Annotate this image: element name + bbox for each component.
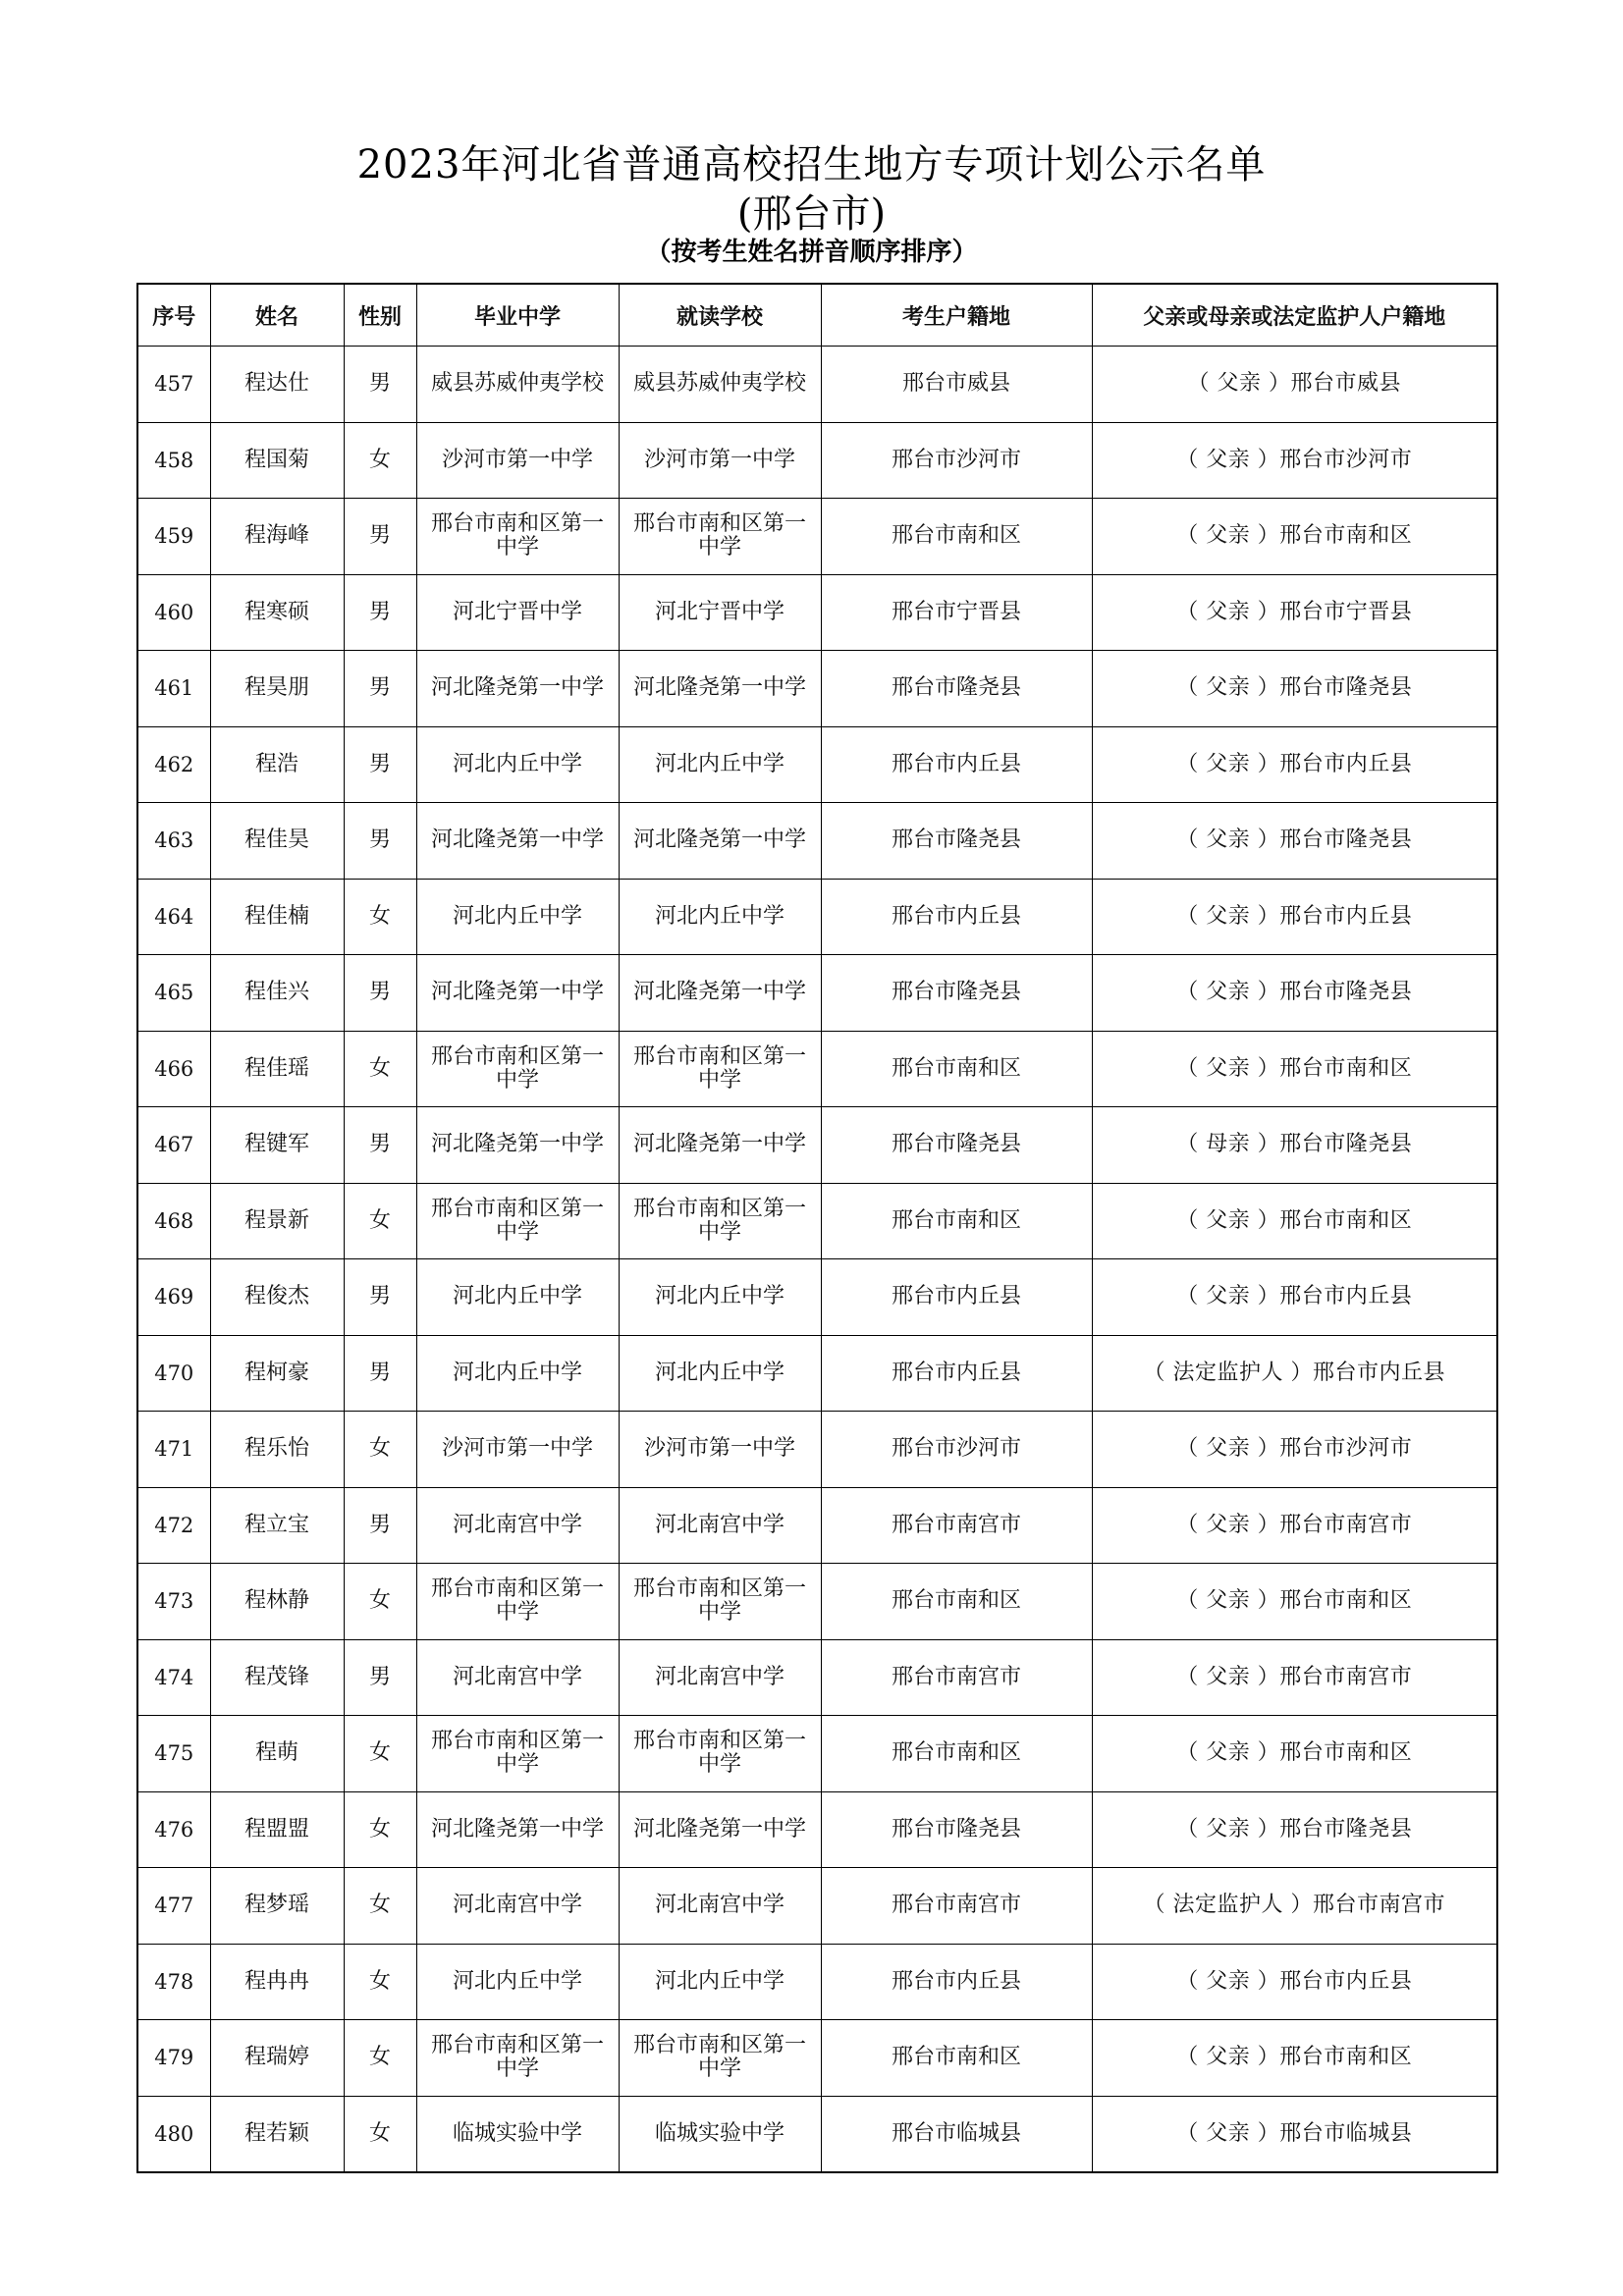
- cell-graduated-school: 河北南宫中学: [416, 1487, 619, 1564]
- cell-current-school: 河北南宫中学: [619, 1868, 821, 1945]
- table-row: [137, 726, 1497, 803]
- cell-name: 程乐怡: [210, 1412, 344, 1488]
- cell-gender: 男: [344, 955, 416, 1032]
- cell-seq: 475: [137, 1716, 210, 1792]
- cell-gender: 女: [344, 1564, 416, 1640]
- cell-household-registration: 邢台市沙河市: [821, 422, 1092, 499]
- cell-guardian-registration: （ 父亲 ）邢台市宁晋县: [1092, 574, 1497, 651]
- cell-current-school: 河北南宫中学: [619, 1487, 821, 1564]
- cell-name: 程键军: [210, 1107, 344, 1184]
- cell-name: 程梦瑶: [210, 1868, 344, 1945]
- table-row: [137, 803, 1497, 880]
- cell-name: 程昊朋: [210, 651, 344, 727]
- cell-household-registration: 邢台市内丘县: [821, 1335, 1092, 1412]
- cell-name: 程冉冉: [210, 1944, 344, 2020]
- cell-seq: 465: [137, 955, 210, 1032]
- cell-current-school: 邢台市南和区第一中学: [619, 1564, 821, 1640]
- cell-guardian-registration: （ 父亲 ）邢台市南和区: [1092, 2020, 1497, 2097]
- cell-current-school: 河北内丘中学: [619, 879, 821, 955]
- table-row: [137, 347, 1497, 423]
- cell-household-registration: 邢台市宁晋县: [821, 574, 1092, 651]
- cell-household-registration: 邢台市威县: [821, 347, 1092, 423]
- cell-guardian-registration: （ 父亲 ）邢台市内丘县: [1092, 879, 1497, 955]
- table-row: [137, 955, 1497, 1032]
- cell-household-registration: 邢台市南和区: [821, 2020, 1092, 2097]
- header-seq: 序号: [137, 284, 210, 347]
- cell-graduated-school: 临城实验中学: [416, 2096, 619, 2172]
- cell-graduated-school: 河北内丘中学: [416, 1259, 619, 1336]
- cell-seq: 471: [137, 1412, 210, 1488]
- cell-current-school: 临城实验中学: [619, 2096, 821, 2172]
- cell-seq: 458: [137, 422, 210, 499]
- cell-household-registration: 邢台市南宫市: [821, 1639, 1092, 1716]
- cell-current-school: 沙河市第一中学: [619, 1412, 821, 1488]
- table-row: [137, 422, 1497, 499]
- table-row: [137, 1335, 1497, 1412]
- table-row: [137, 1944, 1497, 2020]
- cell-gender: 男: [344, 651, 416, 727]
- cell-gender: 女: [344, 2020, 416, 2097]
- cell-household-registration: 邢台市南和区: [821, 1564, 1092, 1640]
- cell-guardian-registration: （ 父亲 ）邢台市威县: [1092, 347, 1497, 423]
- cell-seq: 459: [137, 499, 210, 575]
- cell-current-school: 邢台市南和区第一中学: [619, 1183, 821, 1259]
- cell-graduated-school: 河北隆尧第一中学: [416, 803, 619, 880]
- cell-current-school: 河北内丘中学: [619, 726, 821, 803]
- cell-graduated-school: 邢台市南和区第一中学: [416, 2020, 619, 2097]
- cell-seq: 470: [137, 1335, 210, 1412]
- cell-seq: 467: [137, 1107, 210, 1184]
- table-row: [137, 1183, 1497, 1259]
- cell-name: 程柯豪: [210, 1335, 344, 1412]
- table-row: [137, 2020, 1497, 2097]
- header-graduated-school: 毕业中学: [416, 284, 619, 347]
- table-row: [137, 2096, 1497, 2172]
- table-row: [137, 1716, 1497, 1792]
- cell-graduated-school: 邢台市南和区第一中学: [416, 1183, 619, 1259]
- cell-name: 程国菊: [210, 422, 344, 499]
- table-row: [137, 1259, 1497, 1336]
- cell-current-school: 邢台市南和区第一中学: [619, 499, 821, 575]
- cell-seq: 480: [137, 2096, 210, 2172]
- cell-current-school: 河北内丘中学: [619, 1259, 821, 1336]
- cell-guardian-registration: （ 父亲 ）邢台市内丘县: [1092, 1944, 1497, 2020]
- cell-gender: 男: [344, 803, 416, 880]
- cell-gender: 男: [344, 1487, 416, 1564]
- cell-gender: 女: [344, 1031, 416, 1107]
- cell-guardian-registration: （ 父亲 ）邢台市南和区: [1092, 499, 1497, 575]
- cell-graduated-school: 河北隆尧第一中学: [416, 955, 619, 1032]
- cell-graduated-school: 威县苏威仲夷学校: [416, 347, 619, 423]
- cell-seq: 478: [137, 1944, 210, 2020]
- cell-household-registration: 邢台市沙河市: [821, 1412, 1092, 1488]
- cell-household-registration: 邢台市临城县: [821, 2096, 1092, 2172]
- cell-current-school: 河北隆尧第一中学: [619, 955, 821, 1032]
- cell-current-school: 河北隆尧第一中学: [619, 1791, 821, 1868]
- cell-current-school: 河北隆尧第一中学: [619, 1107, 821, 1184]
- table-row: [137, 1791, 1497, 1868]
- cell-seq: 473: [137, 1564, 210, 1640]
- cell-graduated-school: 邢台市南和区第一中学: [416, 1031, 619, 1107]
- cell-seq: 457: [137, 347, 210, 423]
- cell-household-registration: 邢台市隆尧县: [821, 955, 1092, 1032]
- cell-seq: 477: [137, 1868, 210, 1945]
- header-current-school: 就读学校: [619, 284, 821, 347]
- cell-guardian-registration: （ 父亲 ）邢台市隆尧县: [1092, 1791, 1497, 1868]
- cell-guardian-registration: （ 父亲 ）邢台市隆尧县: [1092, 803, 1497, 880]
- cell-name: 程浩: [210, 726, 344, 803]
- city-subtitle: (邢台市): [736, 191, 887, 237]
- cell-graduated-school: 河北南宫中学: [416, 1868, 619, 1945]
- cell-name: 程海峰: [210, 499, 344, 575]
- cell-graduated-school: 河北内丘中学: [416, 726, 619, 803]
- table-row: [137, 1564, 1497, 1640]
- cell-gender: 男: [344, 1335, 416, 1412]
- cell-household-registration: 邢台市内丘县: [821, 726, 1092, 803]
- document-title: 2023年河北省普通高校招生地方专项计划公示名单: [356, 142, 1267, 187]
- sort-note: （按考生姓名拼音顺序排序）: [645, 238, 978, 267]
- cell-current-school: 邢台市南和区第一中学: [619, 2020, 821, 2097]
- cell-guardian-registration: （ 父亲 ）邢台市南和区: [1092, 1183, 1497, 1259]
- cell-current-school: 河北内丘中学: [619, 1335, 821, 1412]
- cell-graduated-school: 沙河市第一中学: [416, 422, 619, 499]
- cell-household-registration: 邢台市南和区: [821, 1183, 1092, 1259]
- cell-guardian-registration: （ 父亲 ）邢台市沙河市: [1092, 1412, 1497, 1488]
- cell-name: 程萌: [210, 1716, 344, 1792]
- cell-gender: 女: [344, 879, 416, 955]
- cell-guardian-registration: （ 父亲 ）邢台市南宫市: [1092, 1639, 1497, 1716]
- table-header-row: [137, 284, 1497, 347]
- header-gender: 性别: [344, 284, 416, 347]
- cell-seq: 474: [137, 1639, 210, 1716]
- cell-gender: 男: [344, 347, 416, 423]
- table-body: [137, 347, 1497, 2173]
- cell-current-school: 邢台市南和区第一中学: [619, 1031, 821, 1107]
- cell-graduated-school: 沙河市第一中学: [416, 1412, 619, 1488]
- table-row: [137, 574, 1497, 651]
- cell-current-school: 邢台市南和区第一中学: [619, 1716, 821, 1792]
- cell-gender: 男: [344, 1639, 416, 1716]
- cell-gender: 男: [344, 1107, 416, 1184]
- cell-guardian-registration: （ 父亲 ）邢台市内丘县: [1092, 726, 1497, 803]
- cell-seq: 464: [137, 879, 210, 955]
- cell-gender: 女: [344, 1412, 416, 1488]
- cell-guardian-registration: （ 父亲 ）邢台市沙河市: [1092, 422, 1497, 499]
- cell-name: 程景新: [210, 1183, 344, 1259]
- cell-household-registration: 邢台市南宫市: [821, 1487, 1092, 1564]
- cell-graduated-school: 河北内丘中学: [416, 879, 619, 955]
- cell-guardian-registration: （ 母亲 ）邢台市隆尧县: [1092, 1107, 1497, 1184]
- cell-gender: 男: [344, 499, 416, 575]
- cell-graduated-school: 邢台市南和区第一中学: [416, 1564, 619, 1640]
- cell-guardian-registration: （ 法定监护人 ）邢台市南宫市: [1092, 1868, 1497, 1945]
- cell-name: 程瑞婷: [210, 2020, 344, 2097]
- cell-graduated-school: 邢台市南和区第一中学: [416, 499, 619, 575]
- cell-household-registration: 邢台市南宫市: [821, 1868, 1092, 1945]
- cell-household-registration: 邢台市内丘县: [821, 879, 1092, 955]
- header-household-registration: 考生户籍地: [821, 284, 1092, 347]
- cell-name: 程林静: [210, 1564, 344, 1640]
- table-row: [137, 1639, 1497, 1716]
- cell-name: 程佳昊: [210, 803, 344, 880]
- cell-graduated-school: 河北南宫中学: [416, 1639, 619, 1716]
- table-row: [137, 1412, 1497, 1488]
- cell-household-registration: 邢台市内丘县: [821, 1259, 1092, 1336]
- cell-name: 程佳瑶: [210, 1031, 344, 1107]
- header-name: 姓名: [210, 284, 344, 347]
- cell-gender: 女: [344, 1716, 416, 1792]
- cell-seq: 479: [137, 2020, 210, 2097]
- header-guardian-registration: 父亲或母亲或法定监护人户籍地: [1092, 284, 1497, 347]
- cell-gender: 女: [344, 1183, 416, 1259]
- cell-seq: 468: [137, 1183, 210, 1259]
- cell-name: 程若颖: [210, 2096, 344, 2172]
- cell-guardian-registration: （ 父亲 ）邢台市南和区: [1092, 1031, 1497, 1107]
- cell-graduated-school: 邢台市南和区第一中学: [416, 1716, 619, 1792]
- candidate-table: [136, 283, 1498, 2173]
- cell-guardian-registration: （ 父亲 ）邢台市南和区: [1092, 1564, 1497, 1640]
- cell-household-registration: 邢台市南和区: [821, 1716, 1092, 1792]
- cell-gender: 女: [344, 1944, 416, 2020]
- cell-seq: 462: [137, 726, 210, 803]
- cell-gender: 男: [344, 574, 416, 651]
- cell-gender: 男: [344, 1259, 416, 1336]
- cell-household-registration: 邢台市隆尧县: [821, 1107, 1092, 1184]
- cell-gender: 女: [344, 2096, 416, 2172]
- cell-seq: 461: [137, 651, 210, 727]
- table-row: [137, 1868, 1497, 1945]
- cell-graduated-school: 河北隆尧第一中学: [416, 1791, 619, 1868]
- cell-current-school: 威县苏威仲夷学校: [619, 347, 821, 423]
- cell-seq: 472: [137, 1487, 210, 1564]
- cell-seq: 460: [137, 574, 210, 651]
- cell-name: 程寒硕: [210, 574, 344, 651]
- cell-graduated-school: 河北内丘中学: [416, 1944, 619, 2020]
- cell-name: 程立宝: [210, 1487, 344, 1564]
- cell-graduated-school: 河北宁晋中学: [416, 574, 619, 651]
- cell-gender: 女: [344, 1791, 416, 1868]
- cell-name: 程俊杰: [210, 1259, 344, 1336]
- cell-name: 程盟盟: [210, 1791, 344, 1868]
- cell-graduated-school: 河北隆尧第一中学: [416, 1107, 619, 1184]
- cell-gender: 男: [344, 726, 416, 803]
- cell-guardian-registration: （ 父亲 ）邢台市隆尧县: [1092, 955, 1497, 1032]
- cell-name: 程茂锋: [210, 1639, 344, 1716]
- cell-current-school: 河北宁晋中学: [619, 574, 821, 651]
- cell-household-registration: 邢台市隆尧县: [821, 803, 1092, 880]
- cell-household-registration: 邢台市隆尧县: [821, 651, 1092, 727]
- cell-current-school: 沙河市第一中学: [619, 422, 821, 499]
- cell-household-registration: 邢台市内丘县: [821, 1944, 1092, 2020]
- cell-name: 程佳兴: [210, 955, 344, 1032]
- cell-household-registration: 邢台市隆尧县: [821, 1791, 1092, 1868]
- cell-gender: 女: [344, 1868, 416, 1945]
- cell-graduated-school: 河北内丘中学: [416, 1335, 619, 1412]
- table-row: [137, 499, 1497, 575]
- cell-current-school: 河北隆尧第一中学: [619, 803, 821, 880]
- cell-guardian-registration: （ 法定监护人 ）邢台市内丘县: [1092, 1335, 1497, 1412]
- cell-graduated-school: 河北隆尧第一中学: [416, 651, 619, 727]
- table-row: [137, 651, 1497, 727]
- table-row: [137, 879, 1497, 955]
- cell-seq: 466: [137, 1031, 210, 1107]
- cell-seq: 476: [137, 1791, 210, 1868]
- cell-seq: 463: [137, 803, 210, 880]
- cell-household-registration: 邢台市南和区: [821, 499, 1092, 575]
- cell-current-school: 河北南宫中学: [619, 1639, 821, 1716]
- table-row: [137, 1487, 1497, 1564]
- cell-guardian-registration: （ 父亲 ）邢台市南和区: [1092, 1716, 1497, 1792]
- cell-seq: 469: [137, 1259, 210, 1336]
- table-row: [137, 1107, 1497, 1184]
- cell-household-registration: 邢台市南和区: [821, 1031, 1092, 1107]
- cell-current-school: 河北隆尧第一中学: [619, 651, 821, 727]
- table-row: [137, 1031, 1497, 1107]
- cell-guardian-registration: （ 父亲 ）邢台市临城县: [1092, 2096, 1497, 2172]
- cell-guardian-registration: （ 父亲 ）邢台市内丘县: [1092, 1259, 1497, 1336]
- cell-name: 程佳楠: [210, 879, 344, 955]
- cell-guardian-registration: （ 父亲 ）邢台市隆尧县: [1092, 651, 1497, 727]
- cell-name: 程达仕: [210, 347, 344, 423]
- cell-guardian-registration: （ 父亲 ）邢台市南宫市: [1092, 1487, 1497, 1564]
- cell-gender: 女: [344, 422, 416, 499]
- cell-current-school: 河北内丘中学: [619, 1944, 821, 2020]
